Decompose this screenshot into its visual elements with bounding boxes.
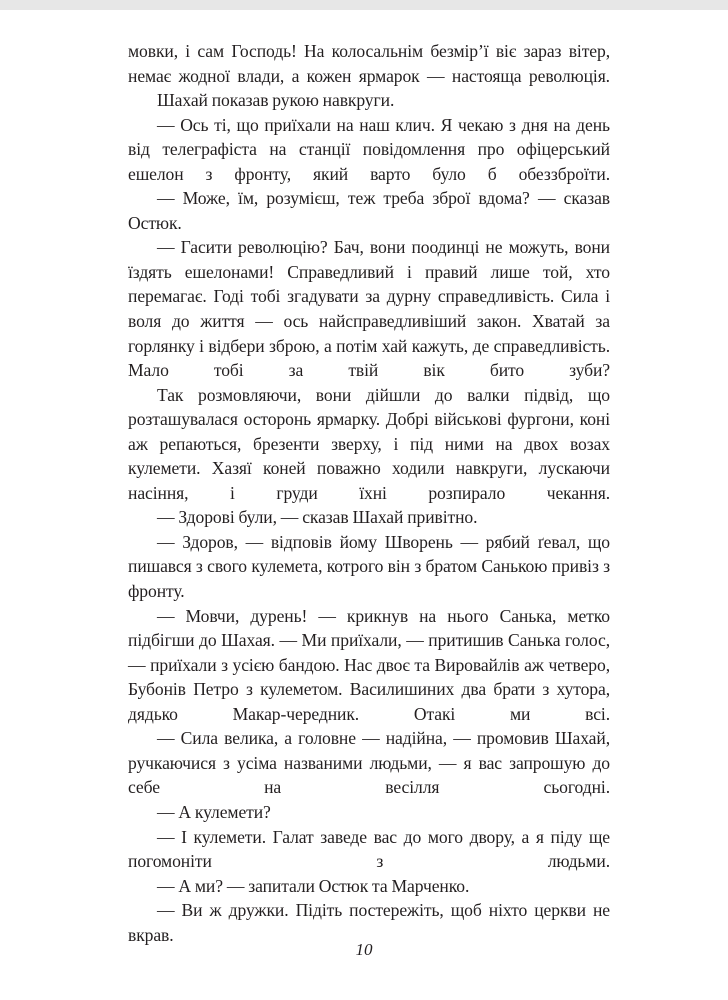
paragraph: — Ви ж дружки. Підіть постережіть, щоб ніхто церкви не вкрав. <box>128 900 610 945</box>
paragraph: Шахай показав рукою навкруги. <box>157 90 395 111</box>
paragraph: — Ось ті, що приїхали на наш клич. Я чекаю з дня на день від телеграфіста на станції повідомлення про офіцерський ешелон з фронту, який варто було б обеззброїти. <box>128 114 610 184</box>
paragraph: — Здоров, — відповів йому Шворень — рябий ґевал, що пишався з свого кулемета, котрого він з братом Санькою привіз з фронту. <box>128 531 610 602</box>
paragraph: — Здорові були, — сказав Шахай привітно. <box>157 507 478 528</box>
paragraph: — І кулемети. Галат заведе вас до мого двору, а я піду ще погомоніти з людьми. <box>128 826 610 872</box>
page-text-block <box>128 39 610 947</box>
paragraph: мовки, і сам Господь! На колосальнім безмір’ї віє зараз вітер, немає жодної влади, а кожен ярмарок — настояща революція. <box>128 41 610 86</box>
paragraph: — Мовчи, дурень! — крикнув на нього Санька, метко підбігши до Шахая. — Ми приїхали, — притишив Санька голос, — приїхали з усією бандою. Нас двоє та Вировайлів аж четверо, Бубонів Петро з кулеметом. Василишиних два брати з хутора, дядько Макар-чередник. Отакі ми всі. <box>128 605 610 724</box>
paragraph: — А кулемети? <box>157 801 271 822</box>
paragraph: — Гасити революцію? Бач, вони поодинці не можуть, вони їздять ешелонами! Справедливий і правий лише той, хто перемагає. Годі тобі згадувати за дурну справедливість. Сила і воля до життя — ось найсправедливіший закон. Хватай за горлянку і відбери зброю, а потім хай кажуть, де справедливість. Мало тобі за твій вік бито зуби? <box>128 237 610 381</box>
paragraph: — А ми? — запитали Остюк та Марченко. <box>157 875 470 896</box>
page-number: 10 <box>355 940 373 959</box>
top-strip <box>0 0 728 10</box>
paragraph: — Сила велика, а головне — надійна, — промовив Шахай, ручкаючися з усіма названими людьми, — я вас запрошую до себе на весілля сьогодні. <box>128 728 610 798</box>
paragraph: Так розмовляючи, вони дійшли до валки підвід, що розташувалася осторонь ярмарку. Добрі військові фургони, коні аж репаються, брезенти зверху, і під ними на двох возах кулемети. Хазяї коней поважно ходили навкруги, лускаючи насіння, і груди їхні розпирало чекання. <box>128 384 610 503</box>
paragraph: — Може, їм, розумієш, теж треба зброї вдома? — сказав Остюк. <box>128 188 610 233</box>
